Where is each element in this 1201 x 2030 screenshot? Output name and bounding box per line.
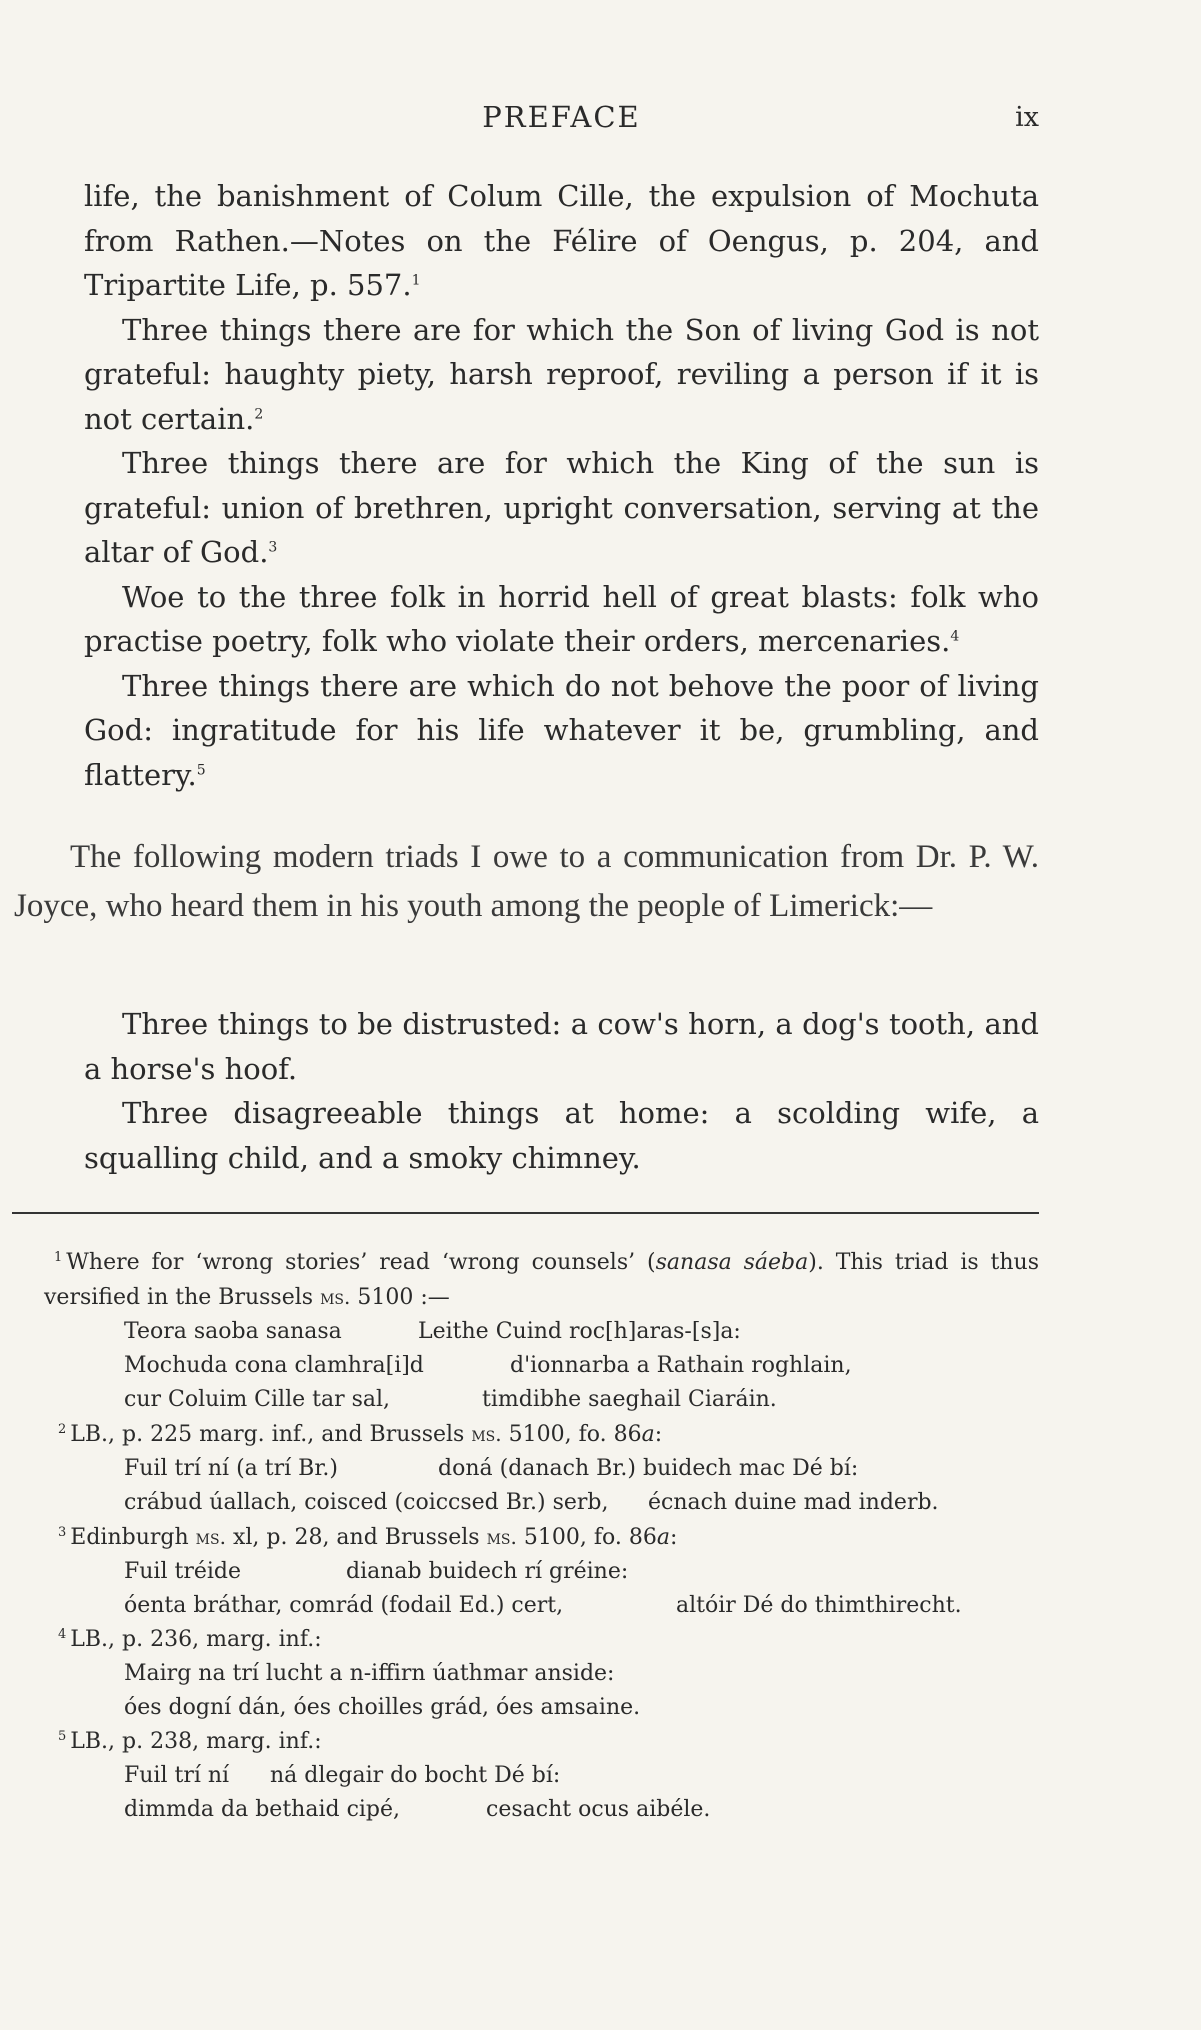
footnote-5-verse: Fuil trí ní ná dlegair do bocht Dé bí: dimmda da bethaid cipé, cesacht ocus aibéle. xyxy=(124,1763,711,1822)
paragraph-3: Three things there are for which the King of the sun is grateful: union of brethren, upright conversation, serving at the altar of God.$^3$ xyxy=(84,446,1039,569)
footnote-4: $^4$ LB., p. 236, marg. inf.: xyxy=(58,1626,322,1652)
page-number: ix xyxy=(1015,102,1039,133)
footnote-3-verse: Fuil tréide dianab buidech rí gréine: óenta bráthar, comrád (fodail Ed.) cert, altóir Dé do thimthirecht. xyxy=(124,1559,962,1618)
triad-item: Three disagreeable things at home: a scolding wife, a squalling child, and a smoky chimney. xyxy=(84,1096,1039,1175)
footnote-3: $^3$ Edinburgh ms. xl, p. 28, and Brussels ms. 5100, fo. 86a: xyxy=(58,1524,678,1550)
footnote-2: $^2$ LB., p. 225 marg. inf., and Brussels ms. 5100, fo. 86a: xyxy=(58,1421,663,1447)
paragraph-2: Three things there are for which the Son of living God is not grateful: haughty piety, harsh reproof, reviling a person if it is not certain.$^2$ xyxy=(84,312,1039,436)
footnote-ref-5[interactable]: 5 xyxy=(196,761,206,778)
footnote-ref-4[interactable]: 4 xyxy=(950,628,960,645)
footnote-2-verse: Fuil trí ní (a trí Br.) doná (danach Br.) buidech mac Dé bí: crábud úallach, coisced (coiccsed Br.) serb, écnach duine mad inderb. xyxy=(124,1456,939,1515)
footnote-ref-1[interactable]: 1 xyxy=(411,272,421,289)
modern-triads xyxy=(84,1002,1039,1180)
footnote-4-verse: Mairg na trí lucht a n-iffirn úathmar anside: óes dogní dán, óes choilles grád, óes amsaine. xyxy=(124,1661,641,1720)
footnote-5: $^5$ LB., p. 238, marg. inf.: xyxy=(58,1728,322,1754)
footnote-divider xyxy=(12,1212,1039,1214)
triad-item: Three things to be distrusted: a cow's horn, a dog's tooth, and a horse's hoof. xyxy=(84,1007,1039,1086)
footnote-1-verse: Teora saoba sanasa Leithe Cuind roc[h]aras-[s]a: Mochuda cona clamhra[i]d d'ionnarba a Rathain roghlain, cur Coluim Cille tar sal, timdibhe saeghail Ciaráin. xyxy=(124,1319,852,1412)
modern-triads-intro: The following modern triads I owe to a communication from Dr. P. W. Joyce, who heard them in his youth among the people of Limerick:— xyxy=(14,839,1039,924)
paragraph-5: Three things there are which do not behove the poor of living God: ingratitude for his life whatever it be, grumbling, and flattery.$^5$ xyxy=(84,668,1039,792)
footnotes xyxy=(44,1246,1039,1827)
footnote-ref-3[interactable]: 3 xyxy=(268,539,278,556)
footnote-1: $^1$ Where for ‘wrong stories’ read ‘wrong counsels’ (sanasa sáeba). This triad is thus versified in the Brussels ms. 5100 :— xyxy=(44,1249,1040,1310)
page-header xyxy=(84,100,1039,140)
page-title: PREFACE xyxy=(482,100,641,134)
paragraph-4: Woe to the three folk in horrid hell of great blasts: folk who practise poetry, folk who violate their orders, mercenaries.$^4$ xyxy=(84,579,1039,658)
footnote-ref-2[interactable]: 2 xyxy=(254,405,264,422)
paragraph-1: life, the banishment of Colum Cille, the expulsion of Mochuta from Rathen.—Notes on the Félire of Oengus, p. 204, and Tripartite Life, p. 557.$^1$ xyxy=(84,179,1039,302)
main-text xyxy=(84,174,1039,797)
